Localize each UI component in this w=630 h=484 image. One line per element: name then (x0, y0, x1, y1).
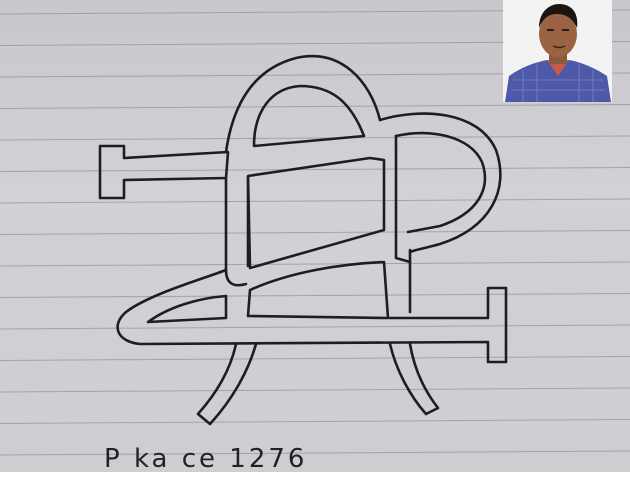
left-leg (198, 344, 256, 424)
lower-band-inner (148, 296, 226, 322)
lower-ribbon (248, 262, 388, 318)
center-box (248, 158, 384, 268)
left-t-cap (100, 146, 228, 198)
portrait-photo (503, 0, 612, 102)
right-leg (390, 344, 438, 414)
left-vertical-bar (226, 178, 246, 285)
top-loop-inner (254, 86, 364, 146)
right-arc-inner (396, 133, 485, 232)
right-vertical-outer (396, 136, 410, 262)
handwritten-caption: P ka ce 1276 (104, 444, 308, 474)
